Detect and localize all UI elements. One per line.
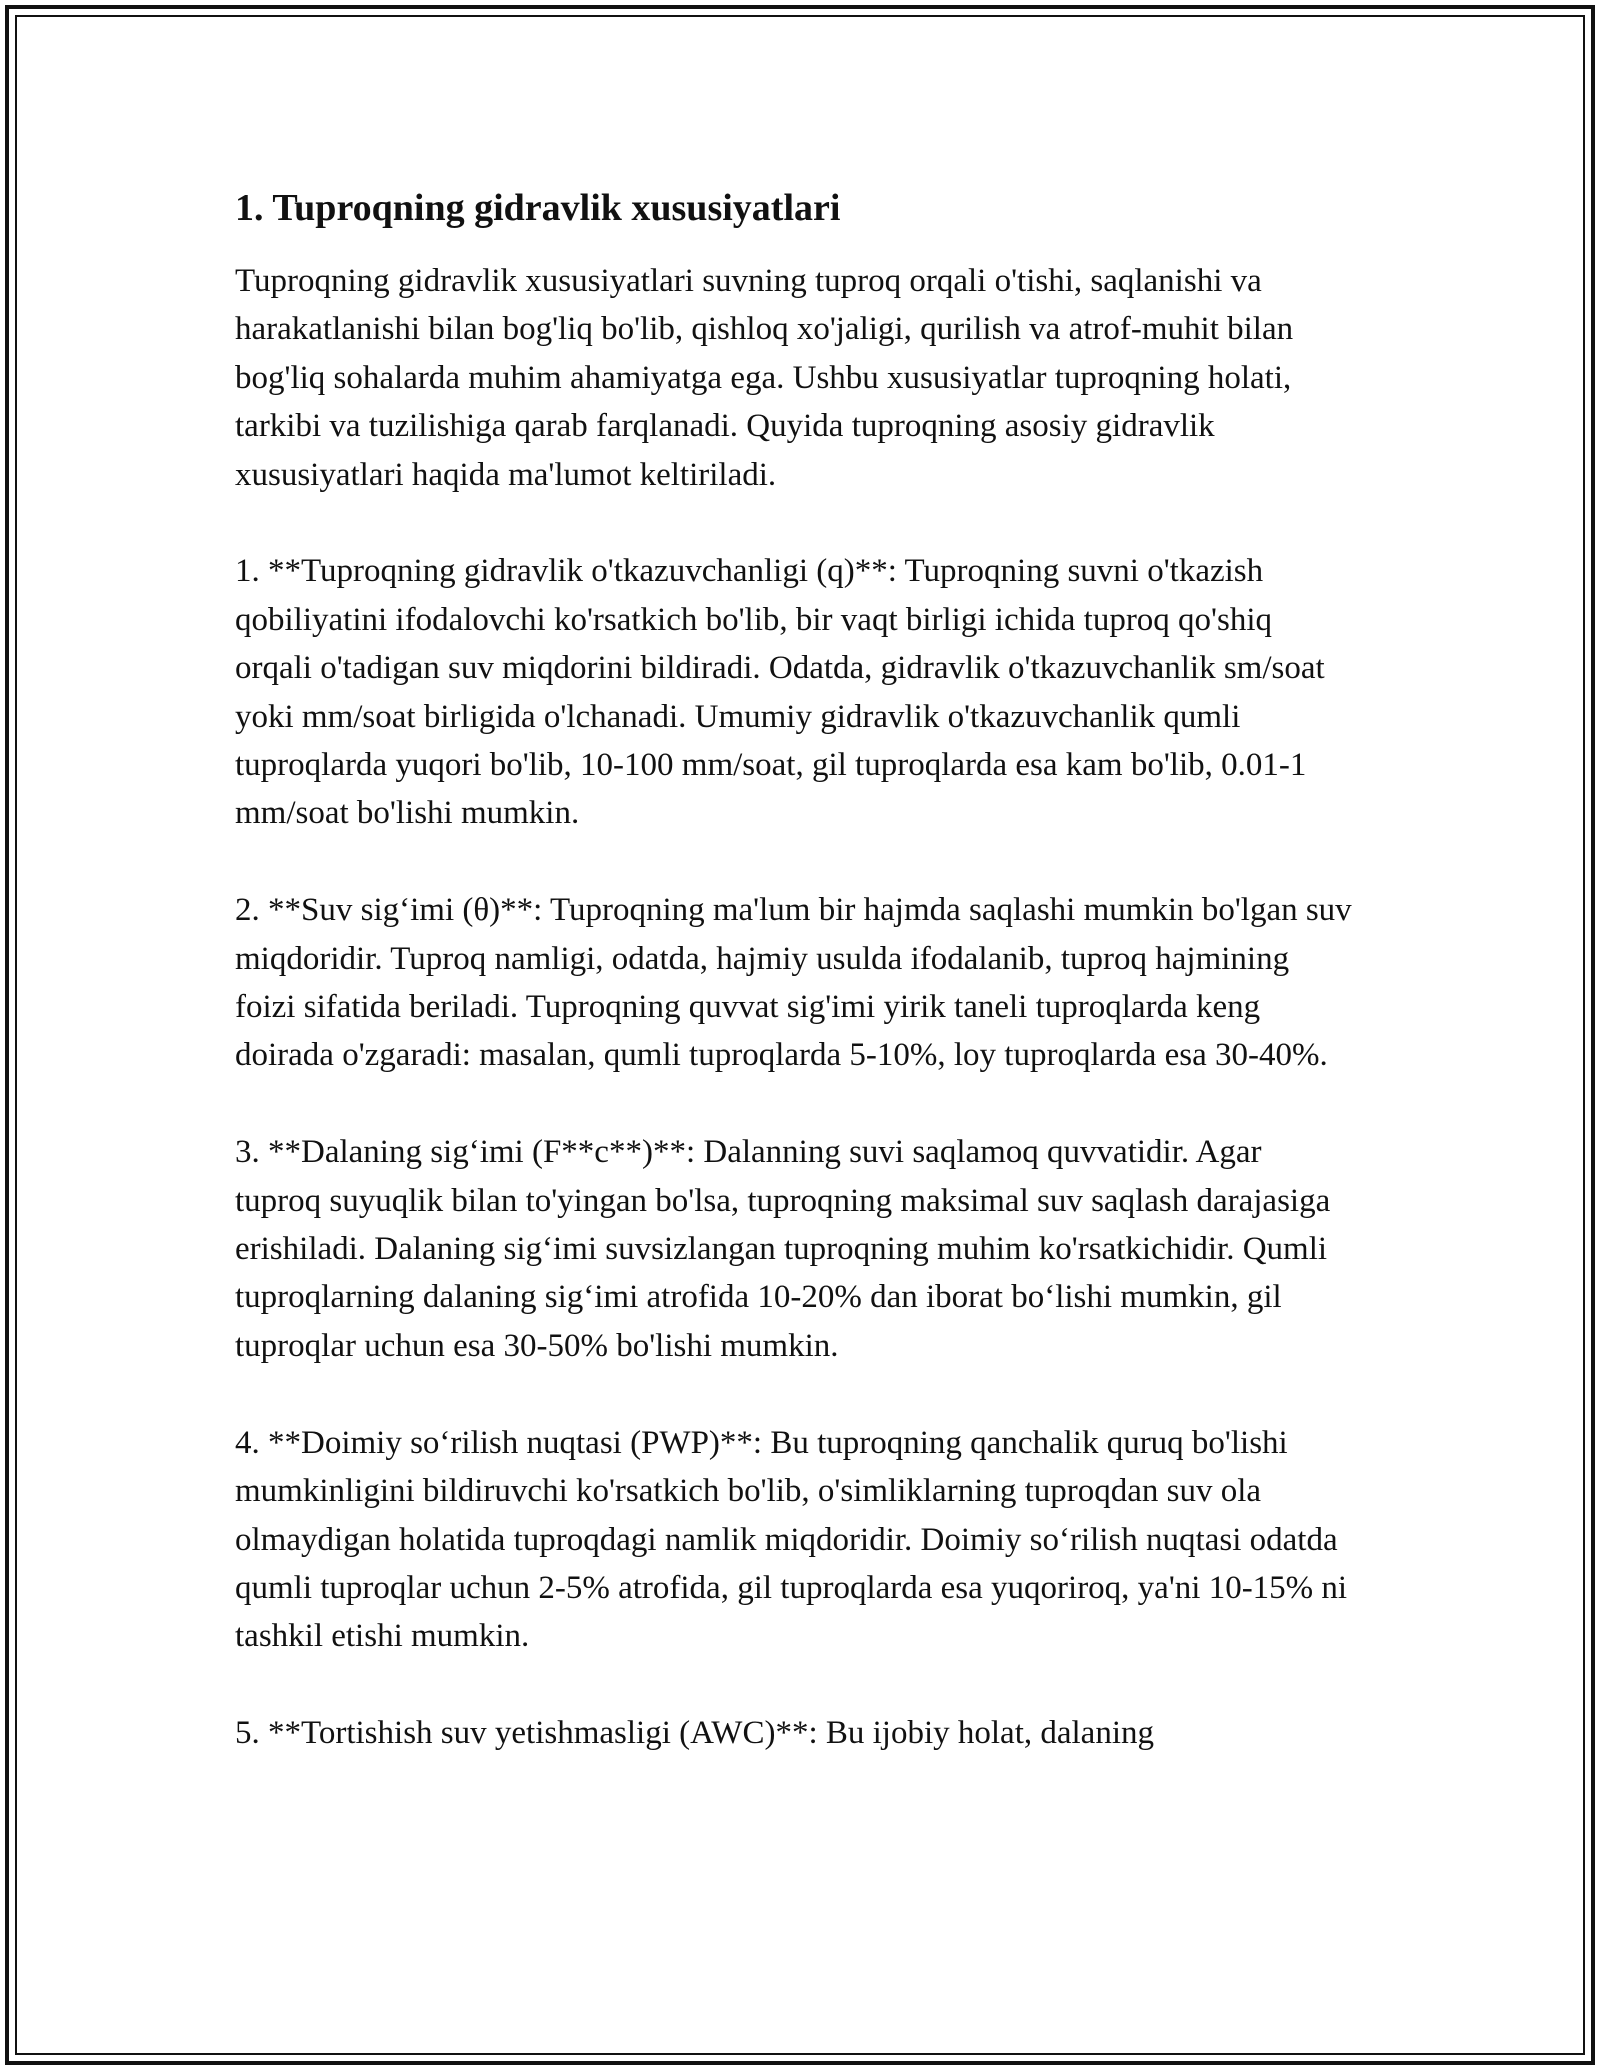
document-body: [235, 185, 1355, 1758]
intro-paragraph: Tuproqning gidravlik xususiyatlari suvning tuproq orqali o'tishi, saqlanishi va harakatlanishi bilan bog'liq bo'lib, qishloq xo'jaligi, qurilish va atrof-muhit bilan bog'liq sohalarda muhim ahamiyatga ega. Ushbu xususiyatlar tuproqning holati, tarkibi va tuzilishiga qarab farqlanadi. Quyida tuproqning asosiy gidravlik xususiyatlari haqida ma'lumot keltiriladi.: [235, 263, 1294, 493]
list-item-field-capacity: 3. **Dalaning sig‘imi (F**c**)**: Dalanning suvi saqlamoq quvvatidir. Agar tuproq suyuqlik bilan to'yingan bo'lsa, tuproqning maksimal suv saqlash darajasiga erishiladi. Dalaning sig‘imi suvsizlangan tuproqning muhim ko'rsatkichidir. Qumli tuproqlarning dalaning sig‘imi atrofida 10-20% dan iborat bo‘lishi mumkin, gil tuproqlar uchun esa 30-50% bo'lishi mumkin.: [235, 1134, 1331, 1364]
list-item-water-capacity: 2. **Suv sig‘imi (θ)**: Tuproqning ma'lum bir hajmda saqlashi mumkin bo'lgan suv miqdoridir. Tuproq namligi, odatda, hajmiy usulda ifodalanib, tuproq hajmining foizi sifatida beriladi. Tuproqning quvvat sig'imi yirik taneli tuproqlarda keng doirada o'zgaradi: masalan, qumli tuproqlarda 5-10%, loy tuproqlarda esa 30-40%.: [235, 892, 1352, 1074]
section-heading: 1. Tuproqning gidravlik xususiyatlari: [235, 187, 841, 229]
list-item-hydraulic-conductivity: 1. **Tuproqning gidravlik o'tkazuvchanligi (q)**: Tuproqning suvni o'tkazish qobiliyatini ifodalovchi ko'rsatkich bo'lib, bir vaqt birligi ichida tuproq qo'shiq orqali o'tadigan suv miqdorini bildiradi. Odatda, gidravlik o'tkazuvchanlik sm/soat yoki mm/soat birligida o'lchanadi. Umumiy gidravlik o'tkazuvchanlik qumli tuproqlarda yuqori bo'lib, 10-100 mm/soat, gil tuproqlarda esa kam bo'lib, 0.01-1 mm/soat bo'lishi mumkin.: [235, 553, 1325, 832]
list-item-wilting-point: 4. **Doimiy so‘rilish nuqtasi (PWP)**: Bu tuproqning qanchalik quruq bo'lishi mumkinligini bildiruvchi ko'rsatkich bo'lib, o'simliklarning tuproqdan suv ola olmaydigan holatida tuproqdagi namlik miqdoridir. Doimiy so‘rilish nuqtasi odatda qumli tuproqlar uchun 2-5% atrofida, gil tuproqlarda esa yuqoriroq, ya'ni 10-15% ni tashkil etishi mumkin.: [235, 1424, 1348, 1655]
list-item-available-water: 5. **Tortishish suv yetishmasligi (AWC)**: Bu ijobiy holat, dalaning: [235, 1715, 1154, 1752]
